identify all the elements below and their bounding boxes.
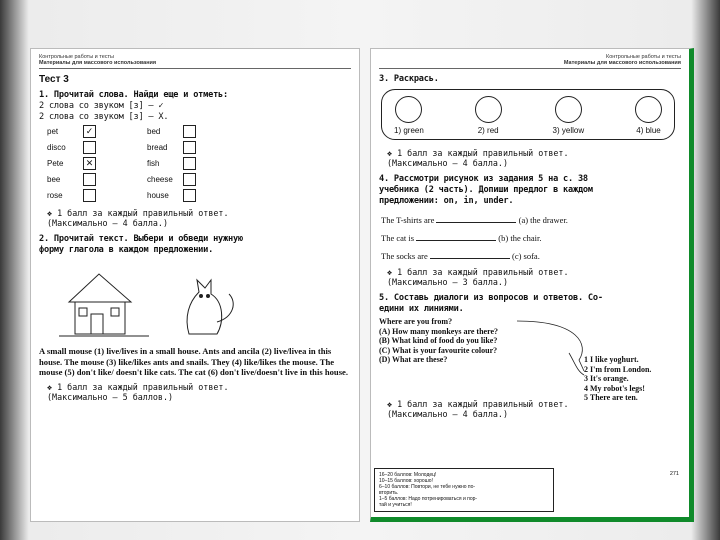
story-text: A small mouse (1) live/lives in a small house. Ants and ancila (2) live/livea in this house. The mouse (3) like/likes ants and snails. They (4) like/likes the mouse. The mouse (5) don't like/ doesn't like cats. The cat (6) don't live/doesn't live in this house. (39, 346, 348, 377)
answer-blank[interactable] (430, 258, 510, 259)
word-item: fish (147, 157, 247, 170)
header-subline: Материалы для массового использования (563, 60, 681, 66)
word-item: rose (47, 189, 147, 202)
dialog-area (379, 315, 681, 405)
checkbox[interactable] (83, 189, 96, 202)
word-item: bee (47, 173, 147, 186)
word-item: bread (147, 141, 247, 154)
header-line: Контрольные работы и тесты (605, 54, 681, 60)
word-item: Pete ✕ (47, 157, 147, 170)
checkbox[interactable] (183, 125, 196, 138)
answer-blank[interactable] (436, 222, 516, 223)
task1-line: 2 слова со звуком [з] — X. (39, 112, 169, 122)
checkbox[interactable] (183, 157, 196, 170)
task4-instruction: 4. Рассмотри рисунок из задания 5 на с. 38 учебника (2 часть). Допиши предлог в каждом предложении: on, in, under. (379, 174, 593, 206)
checkbox[interactable] (183, 141, 196, 154)
checkbox[interactable] (183, 173, 196, 186)
word-item: pet ✓ (47, 125, 147, 138)
word-item: cheese (147, 173, 247, 186)
word-item: house (147, 189, 247, 202)
task2-instruction: 2. Прочитай текст. Выбери и обведи нужную форму глагола в каждом предложении. (39, 234, 243, 255)
word-grid (47, 125, 351, 202)
color-item: 1) green (394, 96, 424, 135)
sentence: The cat is (b) the chair. (381, 233, 542, 243)
task1-line: 2 слова со звуком [з] — ✓ (39, 101, 164, 111)
color-item: 2) red (475, 96, 502, 135)
circle[interactable] (635, 96, 662, 123)
left-page (30, 48, 360, 522)
color-circles (381, 89, 675, 140)
answers-list: 1 I like yoghurt. 2 I'm from London. 3 It's orange. 4 My robot's legs! 5 There are ten. (584, 355, 652, 402)
word-item: bed (147, 125, 247, 138)
checkbox[interactable]: ✕ (83, 157, 96, 170)
questions-list: Where are you from? (A) How many monkeys are there? (B) What kind of food do you like? (C) What is your favourite colour? (D) What are these? (379, 317, 499, 364)
score-note: ❖ 1 балл за каждый правильный ответ. (Максимально — 4 балла.) (47, 208, 229, 228)
color-item: 4) blue (635, 96, 662, 135)
checkbox[interactable] (83, 141, 96, 154)
score-note: ❖ 1 балл за каждый правильный ответ. (Максимально — 5 баллов.) (47, 381, 229, 402)
grading-box: 16–20 баллов: Молодец! 10–15 баллов: хорошо! 6–10 баллов: Повтори, не тебе нужно по- вторить. 1–5 баллов: Надо потренироваться и пор- тай и учиться! (374, 468, 554, 512)
circle[interactable] (555, 96, 582, 123)
task5-instruction: 5. Составь диалоги из вопросов и ответов. Со- едини их линиями. (379, 293, 603, 314)
checkbox[interactable] (83, 173, 96, 186)
color-item: 3) yellow (553, 96, 585, 135)
circle[interactable] (395, 96, 422, 123)
sentence: The socks are (c) sofa. (381, 251, 540, 261)
circle[interactable] (475, 96, 502, 123)
header-line: Контрольные работы и тесты (39, 54, 115, 60)
divider (39, 68, 351, 69)
test-title: Тест 3 (39, 74, 69, 85)
right-page (370, 48, 694, 522)
task1-instruction: 1. Прочитай слова. Найди еще и отметь: (39, 90, 229, 100)
divider (379, 68, 681, 69)
score-note: ❖ 1 балл за каждый правильный ответ. (Максимально — 4 балла.) (387, 399, 569, 419)
task3-title: 3. Раскрась. (379, 74, 439, 84)
answer-blank[interactable] (416, 240, 496, 241)
page-number: 271 (669, 471, 679, 477)
sentence: The T-shirts are (a) the drawer. (381, 215, 568, 225)
header-subline: Материалы для массового использования (39, 60, 157, 66)
checkbox[interactable]: ✓ (83, 125, 96, 138)
score-note: ❖ 1 балл за каждый правильный ответ. (Максимально — 4 балла.) (387, 148, 569, 168)
connector-lines (379, 315, 679, 405)
checkbox[interactable] (183, 189, 196, 202)
word-item: disco (47, 141, 147, 154)
illustration-house-cat (39, 262, 339, 342)
score-note: ❖ 1 балл за каждый правильный ответ. (Максимально — 3 балла.) (387, 267, 569, 287)
